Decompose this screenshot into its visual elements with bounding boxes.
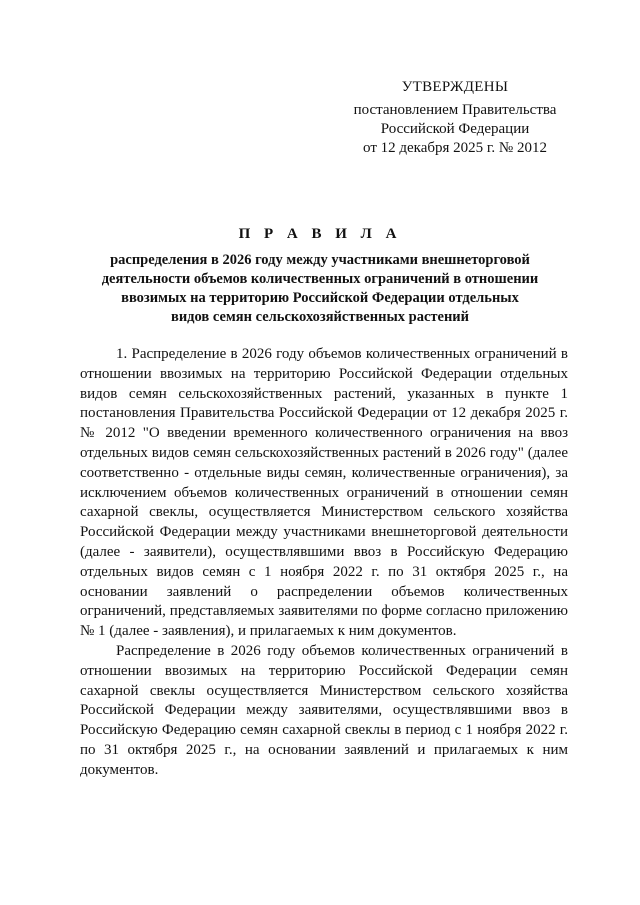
approval-block [330,78,580,158]
document-body [80,345,568,781]
approval-line: постановлением Правительства [353,102,557,118]
subtitle-line: деятельности объемов количественных ограничений в отношении [101,271,539,287]
approval-date-line: от 12 декабря 2025 г. № 2012 [363,140,547,156]
subtitle-line: видов семян сельскохозяйственных растений [170,309,470,325]
approval-line: Российской Федерации [380,121,530,137]
paragraph: Распределение в 2026 году объемов количественных ограничений в отношении ввозимых на территорию Российской Федерации семян сахарной свеклы осуществляется Министерством сельского хозяйства Российской Федерации между заявителями, осуществлявшими ввоз в Российскую Федерацию семян сахарной свеклы в период с 1 ноября 2022 г. по 31 октября 2025 г., на основании заявлений и прилагаемых к ним документов. [80,642,568,778]
subtitle-line: распределения в 2026 году между участниками внешнеторговой [110,252,530,268]
paragraph: 1. Распределение в 2026 году объемов количественных ограничений в отношении ввозимых на территорию Российской Федерации отдельных видов семян сельскохозяйственных растений, указанных в пункте 1 постановления Правительства Российской Федерации от 12 декабря 2025 г. № 2012 "О введении временного количественного ограничения на ввоз отдельных видов семян сельскохозяйственных растений в 2026 году" (далее соответственно - отдельные виды семян, количественные ограничения), за исключением объемов количественных ограничений в отношении семян сахарной свеклы, осуществляется Министерством сельского хозяйства Российской Федерации между участниками внешнеторговой деятельности (далее - заявители), осуществлявшими ввоз в Российскую Федерацию отдельных видов семян с 1 ноября 2022 г. по 31 октября 2025 г., на основании заявлений о распределении объемов количественных ограничений, представляемых заявителями по форме согласно приложению № 1 (далее - заявления), и прилагаемых к ним документов. [80,346,568,640]
subtitle-line: ввозимых на территорию Российской Федерации отдельных [121,290,519,306]
document-title: П Р А В И Л А [238,226,402,242]
approval-heading: УТВЕРЖДЕНЫ [401,79,509,95]
document-subtitle [80,251,560,327]
